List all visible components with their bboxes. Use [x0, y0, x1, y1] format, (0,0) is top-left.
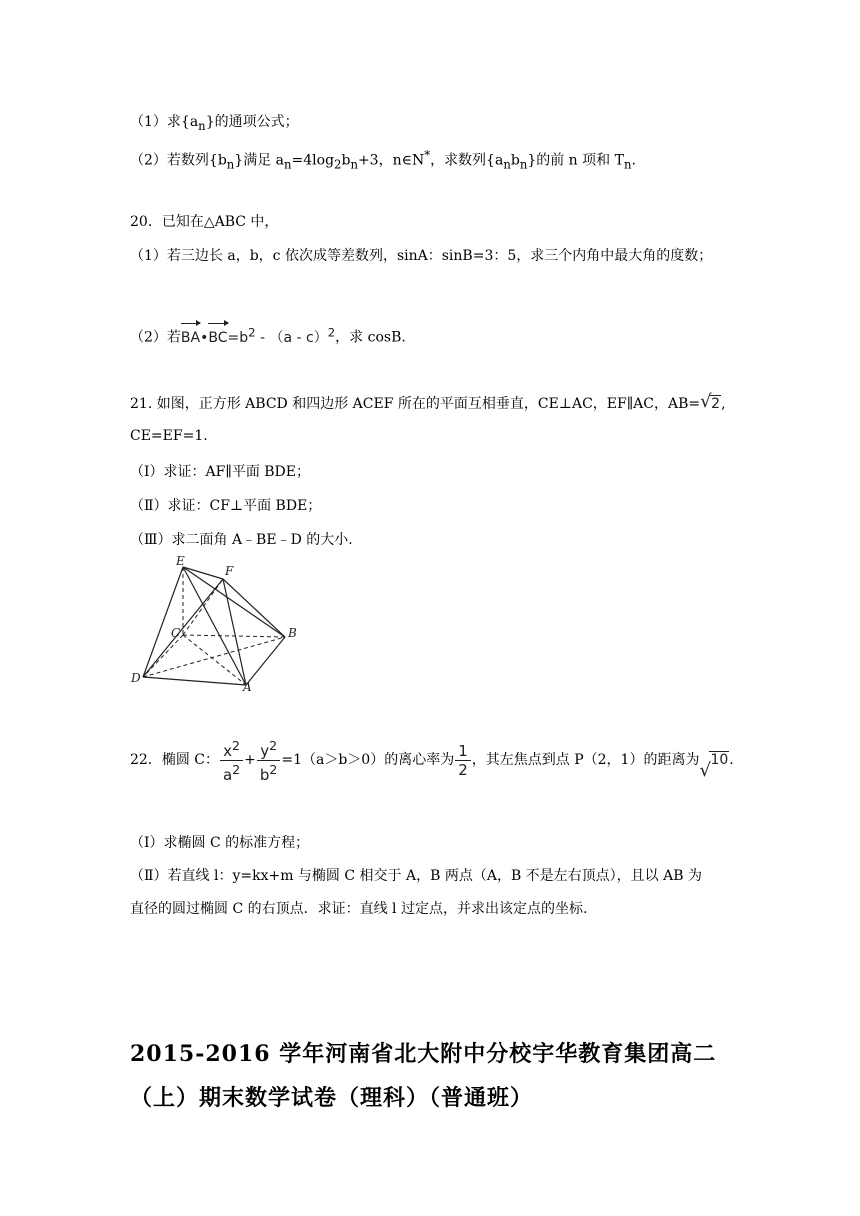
subscript: n: [198, 118, 206, 133]
q20-part2: [130, 320, 406, 350]
subscript: n: [284, 157, 292, 172]
dot-operator: •: [200, 329, 209, 346]
text: =4log: [291, 152, 335, 169]
superscript: 2: [269, 761, 278, 777]
edge-cf: [183, 579, 223, 635]
q20-heading: 20．已知在△ABC 中，: [130, 214, 279, 230]
numerator: y: [260, 741, 270, 760]
text: .: [729, 752, 734, 768]
edge-cd: [143, 635, 183, 677]
superscript: 2: [269, 737, 278, 753]
radical-icon: √: [699, 760, 711, 781]
superscript: 2: [327, 325, 336, 339]
q21-line1: [130, 393, 726, 415]
edge-eb: [183, 567, 285, 637]
superscript: *: [424, 148, 431, 162]
q22-part2-line2: 直径的圆过椭圆 C 的右顶点．求证：直线 l 过定点，并求出该定点的坐标.: [130, 901, 588, 917]
text: =b: [227, 329, 249, 346]
fraction-x2-a2: [220, 737, 243, 784]
edge-ea: [183, 567, 246, 685]
label-b: B: [288, 626, 297, 640]
q21-line2: CE=EF=1.: [130, 428, 208, 444]
subscript: 2: [334, 157, 342, 172]
q21-part3: （Ⅲ）求二面角 A﹣BE﹣D 的大小.: [130, 532, 353, 548]
edge-fa: [223, 579, 246, 685]
q22-line1: [130, 736, 734, 784]
plus-sign: +: [244, 752, 256, 768]
denominator: b: [259, 765, 270, 784]
text: 22．椭圆 C：: [130, 752, 219, 768]
q21-part1: （Ⅰ）求证：AF∥平面 BDE；: [130, 464, 311, 480]
subscript: n: [503, 157, 511, 172]
q22-part2-line1: （Ⅱ）若直线 l：y=kx+m 与椭圆 C 相交于 A，B 两点（A，B 不是左右顶点），且以 AB 为: [130, 868, 702, 884]
edge-db: [143, 637, 285, 677]
edge-cb: [183, 635, 285, 637]
numerator: 1: [455, 742, 471, 761]
sqrt-2: [700, 393, 721, 415]
subscript: n: [350, 157, 358, 172]
text: b: [510, 152, 520, 169]
edge-ab: [246, 637, 285, 685]
q22-part1: （Ⅰ）求椭圆 C 的标准方程；: [130, 835, 310, 851]
sqrt-10: [699, 736, 729, 784]
vector-ba: BA: [181, 326, 200, 350]
fraction-one-half: [455, 742, 471, 779]
text: ，其左焦点到点 P（2，1）的距离为: [471, 752, 700, 768]
text: ，求 cosB.: [335, 329, 406, 346]
q19-p1-text: （1）求{a: [130, 114, 199, 130]
subscript: n: [519, 157, 528, 172]
label-a: A: [243, 680, 252, 693]
text: ,: [721, 396, 726, 412]
text: （2）若数列{b: [130, 152, 227, 169]
section-title-line2: （上）期末数学试卷（理科）（普通班）: [130, 1085, 534, 1111]
radical-icon: √: [700, 391, 712, 412]
label-e: E: [176, 555, 185, 568]
subscript: n: [623, 157, 632, 172]
q19-part1: [130, 112, 299, 136]
text: }满足 a: [234, 152, 285, 169]
q21-part2: （Ⅱ）求证：CF⊥平面 BDE；: [130, 498, 322, 514]
text: - （a - c）: [255, 329, 328, 346]
label-c: C: [171, 626, 181, 640]
fraction-y2-b2: [257, 737, 280, 784]
edge-da: [143, 677, 246, 685]
edge-fb: [223, 579, 285, 637]
denominator: a: [222, 765, 233, 784]
text: （2）若: [130, 329, 181, 346]
text: =1（a＞b＞0）的离心率为: [281, 752, 455, 768]
edge-ed: [143, 567, 183, 677]
text: }的前 n 项和 T: [527, 152, 624, 169]
geometry-figure: [128, 555, 300, 693]
vector-bc: BC: [208, 326, 227, 350]
edge-df: [143, 579, 223, 677]
text: 21. 如图，正方形 ABCD 和四边形 ACEF 所在的平面互相垂直，CE⊥AC，EF∥AC，AB=: [130, 396, 701, 412]
radicand: 2: [711, 396, 721, 412]
label-d: D: [131, 671, 141, 685]
denominator: 2: [458, 760, 468, 779]
numerator: x: [223, 741, 233, 760]
radicand: 10: [710, 752, 729, 768]
superscript: 2: [232, 737, 240, 753]
text: +3，n∈N: [357, 152, 425, 169]
label-f: F: [225, 564, 234, 578]
vector-expression: [180, 325, 336, 346]
q20-part1: （1）若三边长 a，b，c 依次成等差数列，sinA：sinB=3：5，求三个内角中最大角的度数；: [130, 248, 713, 264]
section-title-line1: 2015-2016 学年河南省北大附中分校宇华教育集团高二: [130, 1041, 717, 1067]
q19-part2: [130, 145, 636, 174]
subscript: n: [226, 157, 235, 172]
text: .: [631, 152, 636, 169]
q19-p1-text2: }的通项公式；: [205, 114, 299, 130]
superscript: 2: [248, 325, 256, 339]
text: ，求数列{a: [430, 152, 504, 169]
superscript: 2: [232, 761, 241, 777]
text: b: [341, 152, 351, 169]
